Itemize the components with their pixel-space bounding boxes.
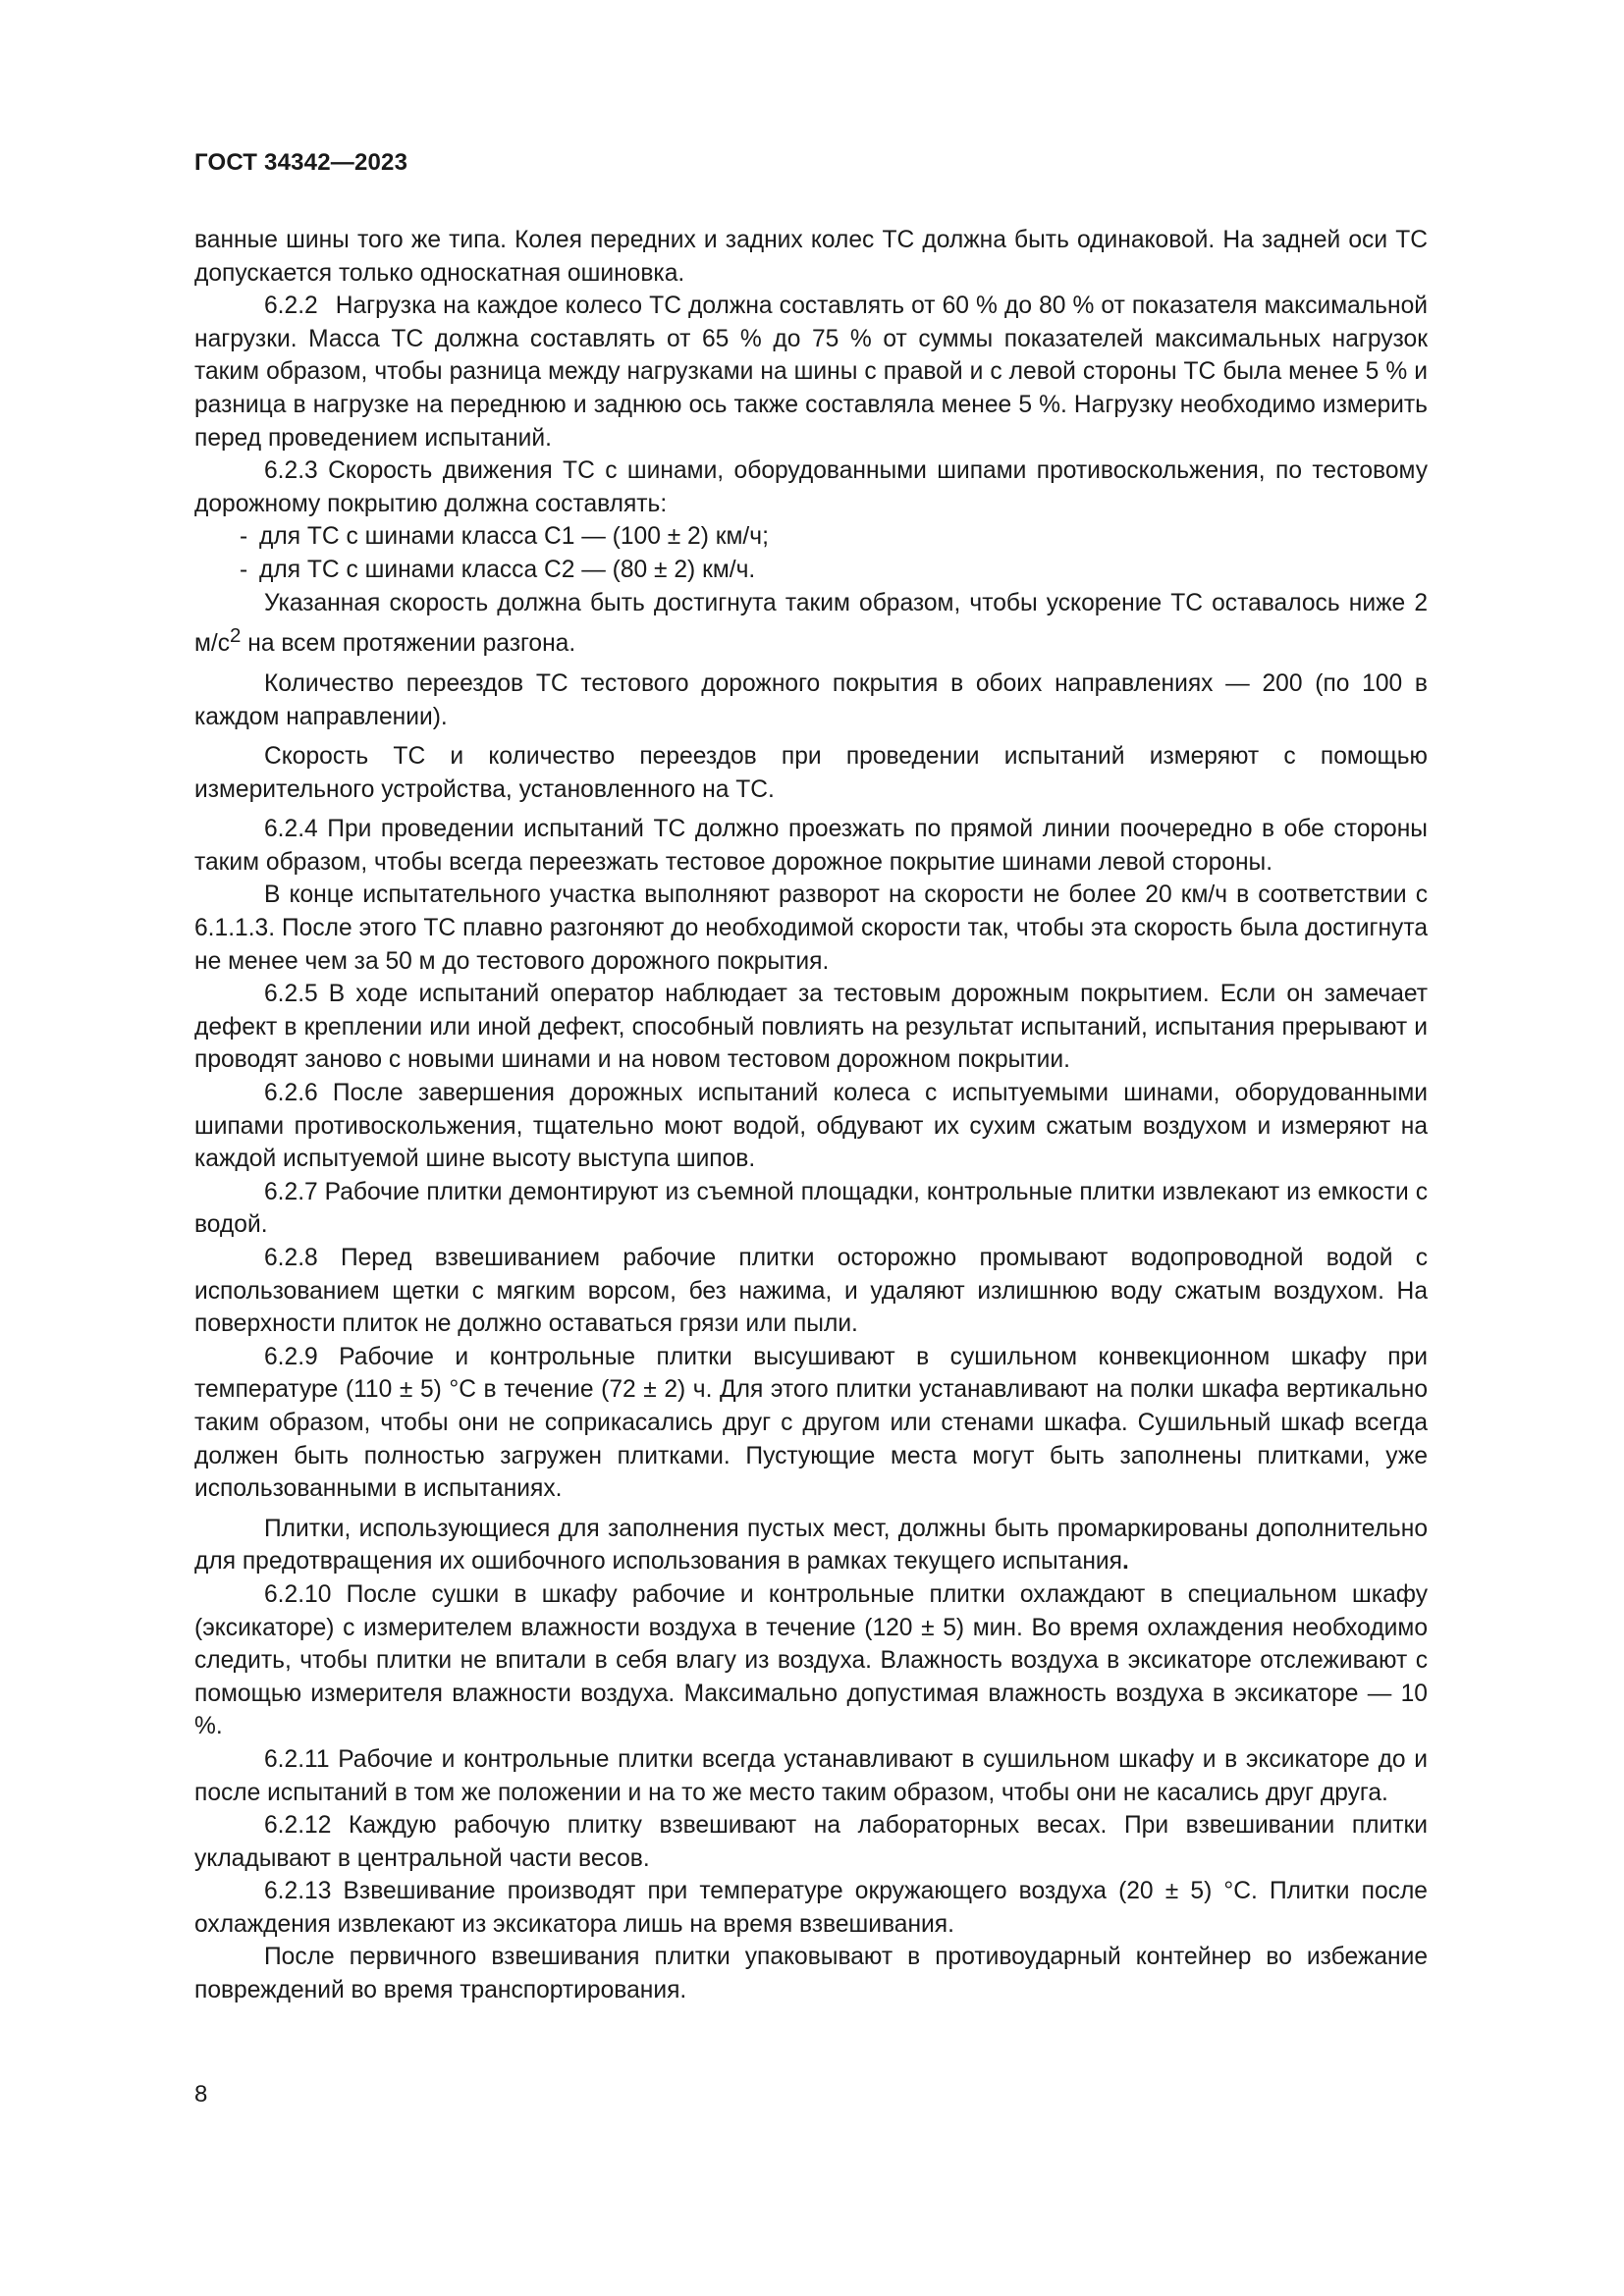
paragraph-6-2-12: 6.2.12 Каждую рабочую плитку взвешивают на лабораторных весах. При взвешивании плитки укладывают в центральной части весов. — [194, 1812, 1428, 1872]
paragraph-text: Нагрузка на каждое колесо ТС должна составлять от 60 % до 80 % от показателя максимальной нагрузки. Масса ТС должна составлять от 65 % до 75 % от суммы показателей максимальных нагрузок таким образом, чтобы разница между нагрузками на шины с правой и с левой стороны ТС была менее 5 % и разница в нагрузке на переднюю и заднюю ось также составляла менее 5 %. Нагрузку необходимо измерить перед проведением испытаний. — [194, 293, 1428, 452]
paragraph-6-2-7: 6.2.7 Рабочие плитки демонтируют из съемной площадки, контрольные плитки извлекают из емкости с водой. — [194, 1178, 1428, 1239]
list-item-text: для ТС с шинами класса С2 — (80 ± 2) км/ч. — [259, 556, 756, 583]
list-item-text: для ТС с шинами класса С1 — (100 ± 2) км/ч; — [259, 523, 769, 551]
paragraph-6-2-3: 6.2.3 Скорость движения ТС с шинами, оборудованными шипами противоскольжения, по тестовому дорожному покрытию должна составлять: — [194, 457, 1428, 517]
paragraph-6-2-13: 6.2.13 Взвешивание производят при температуре окружающего воздуха (20 ± 5) °С. Плитки после охлаждения извлекают из эксикатора лишь на время взвешивания. — [194, 1878, 1428, 1938]
paragraph: ванные шины того же типа. Колея передних и задних колес ТС должна быть одинаковой. На задней оси ТС допускается только односкатная ошиновка. — [194, 227, 1428, 287]
list-item — [194, 520, 1428, 554]
paragraph-6-2-11: 6.2.11 Рабочие и контрольные плитки всегда устанавливают в сушильном шкафу и в эксикаторе до и после испытаний в том же положении и на то же место таким образом, чтобы они не касались друг друга. — [194, 1745, 1428, 1806]
document-body — [194, 224, 1428, 2007]
list-item — [194, 554, 1428, 587]
paragraph: В конце испытательного участка выполняют разворот на скорости не более 20 км/ч в соответствии с 6.1.1.3. После этого ТС плавно разгоняют до необходимой скорости так, чтобы эта скорость была достигнута не менее чем за 50 м до тестового дорожного покрытия. — [194, 881, 1428, 975]
page-number: 8 — [194, 2081, 208, 2108]
bold-period: . — [1121, 1548, 1129, 1575]
paragraph-6-2-2 — [194, 290, 1428, 454]
paragraph: После первичного взвешивания плитки упаковывают в противоударный контейнер во избежание повреждений во время транспортирования. — [194, 1944, 1428, 2004]
paragraph — [194, 1513, 1428, 1578]
paragraph: Скорость ТС и количество переездов при проведении испытаний измеряют с помощью измерительного устройства, установленного на ТС. — [194, 743, 1428, 803]
paragraph: Количество переездов ТС тестового дорожного покрытия в обоих направлениях — 200 (по 100 в каждом направлении). — [194, 669, 1428, 730]
list-marker: - — [240, 523, 248, 551]
paragraph-text: Указанная скорость должна быть достигнута таким образом, чтобы ускорение ТС оставалось ниже 2 м/с — [194, 589, 1428, 658]
paragraph-6-2-6: 6.2.6 После завершения дорожных испытаний колеса с испытуемыми шинами, оборудованными шипами противоскольжения, тщательно моют водой, обдувают их сухим сжатым воздухом и измеряют на каждой испытуемой шине высоту выступа шипов. — [194, 1080, 1428, 1173]
document-header: ГОСТ 34342—2023 — [194, 149, 408, 176]
paragraph-6-2-5: 6.2.5 В ходе испытаний оператор наблюдает за тестовым дорожным покрытием. Если он замечает дефект в креплении или иной дефект, способный повлиять на результат испытаний, испытания прерывают и проводят заново с новыми шинами и на новом тестовом дорожном покрытии. — [194, 981, 1428, 1074]
paragraph-6-2-8: 6.2.8 Перед взвешиванием рабочие плитки осторожно промывают водопроводной водой с использованием щетки с мягким ворсом, без нажима, и удаляют излишнюю воду сжатым воздухом. На поверхности плиток не должно оставаться грязи или пыли. — [194, 1245, 1428, 1338]
paragraph — [194, 587, 1428, 661]
list-marker: - — [240, 556, 248, 583]
paragraph-text: на всем протяжении разгона. — [241, 630, 576, 658]
paragraph-6-2-4: 6.2.4 При проведении испытаний ТС должно проезжать по прямой линии поочередно в обе стороны таким образом, чтобы всегда переезжать тестовое дорожное покрытие шинами левой стороны. — [194, 816, 1428, 876]
clause-number: 6.2.2 — [264, 293, 318, 320]
paragraph-6-2-10: 6.2.10 После сушки в шкафу рабочие и контрольные плитки охлаждают в специальном шкафу (эксикаторе) с измерителем влажности воздуха в течение (120 ± 5) мин. Во время охлаждения необходимо следить, чтобы плитки не впитали в себя влагу из воздуха. Влажность воздуха в эксикаторе отслеживают с помощью измерителя влажности воздуха. Максимально допустимая влажность воздуха в эксикаторе — 10 %. — [194, 1580, 1428, 1740]
paragraph-6-2-9: 6.2.9 Рабочие и контрольные плитки высушивают в сушильном конвекционном шкафу при температуре (110 ± 5) °С в течение (72 ± 2) ч. Для этого плитки устанавливают на полки шкафа вертикально таким образом, чтобы они не соприкасались друг с другом или стенами шкафа. Сушильный шкаф всегда должен быть полностью загружен плитками. Пустующие места могут быть заполнены плитками, уже использованными в испытаниях. — [194, 1343, 1428, 1503]
superscript: 2 — [230, 624, 242, 648]
paragraph-text: Плитки, использующиеся для заполнения пустых мест, должны быть промаркированы дополнительно для предотвращения их ошибочного использования в рамках текущего испытания — [194, 1515, 1428, 1575]
